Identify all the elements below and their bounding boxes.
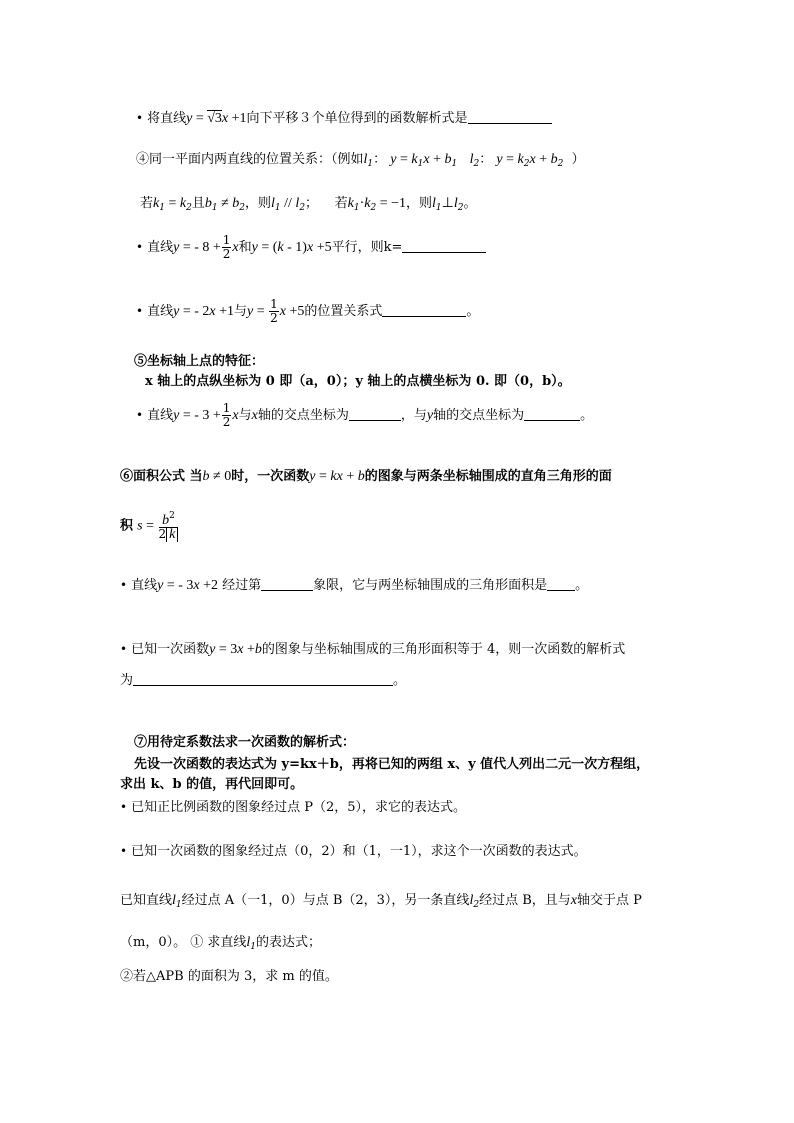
question-proportional: • 已知正比例函数的图象经过点 P（2，5），求它的表达式。	[120, 800, 466, 815]
section-undetermined-coeff-body: 先设一次函数的表达式为 y=kx＋b，再将已知的两组 x、y 值代人列出二元一次方程组，	[134, 757, 650, 772]
area-formula-expr: 积 s = $\frac{b^2}{2 k}$	[120, 510, 179, 542]
question-linear-two-points: • 已知一次函数的图象经过点（0，2）和（1，一1），求这个一次函数的表达式。	[120, 844, 587, 859]
section-axis-points-body: x 轴上的点纵坐标为 0 即（a，0）；y 轴上的点横坐标为 0. 即（0，b）。	[145, 374, 571, 389]
bullet-icon: •	[120, 578, 128, 592]
bullet-icon: •	[120, 844, 128, 858]
bullet-icon: •	[136, 240, 144, 254]
answer-blank[interactable]	[402, 240, 486, 253]
section-undetermined-coeff-body2: 求出 k、b 的值，再代回即可。	[120, 777, 304, 792]
bullet-icon: •	[120, 800, 128, 814]
line-area-question: • 已知一次函数y = 3x +b的图象与坐标轴围成的三角形面积等于 4，则一次函数的解析式	[120, 642, 626, 657]
line-quadrant-question: • 直线y = - 3x +2 经过第 象限，它与两坐标轴围成的三角形面积是 。	[120, 578, 589, 593]
bullet-icon: •	[136, 111, 144, 125]
answer-blank[interactable]	[547, 578, 575, 591]
section-area-formula: ⑥面积公式 当b ≠ 0时，一次函数y = kx + b的图象与两条坐标轴围成的直角三角形的面	[120, 469, 612, 484]
line-parallel-question: • 直线y = - 8 + $\frac{1}{2}$ x和y = (k - 1)x +5平行，则k=	[136, 234, 486, 261]
line-position-title: ④同一平面内两直线的位置关系：（例如$l_1$： $y = k_1x + b_1$ $l_2$： $y = k_2x + b_2$ ）	[136, 152, 585, 169]
section-undetermined-coeff-title: ⑦用待定系数法求一次函数的解析式：	[134, 735, 356, 750]
answer-blank[interactable]	[524, 408, 580, 421]
answer-blank[interactable]	[133, 673, 393, 686]
line-parallel-perp: 若$k_1 = k_2$且$b_1 \ne b_2$，则$l_1 // l_2$； 若$k_1\cdot k_2 = -1$，则$l_1\perp l_2$。	[140, 196, 477, 213]
line-relation-question: • 直线y = - 2x +1与y = $\frac{1}{2}$ x +5的位置关系式 。	[136, 297, 480, 325]
answer-blank[interactable]	[468, 111, 552, 124]
answer-blank[interactable]	[382, 304, 466, 317]
line-area-answer: 为 。	[120, 673, 407, 688]
question-lines-ab-part1: （m，0）。 ① 求直线$l_1$的表达式；	[120, 935, 322, 952]
answer-blank[interactable]	[349, 408, 401, 421]
question-lines-ab-part2: ②若△APB 的面积为 3，求 m 的值。	[120, 969, 338, 984]
question-lines-ab: 已知直线$l_1$经过点 A（一1，0）与点 B（2，3），另一条直线$l_2$经过点 B，且与x轴交于点 P	[120, 893, 642, 910]
answer-blank[interactable]	[261, 578, 313, 591]
bullet-icon: •	[136, 408, 144, 422]
bullet-icon: •	[120, 642, 128, 656]
line-translate: • 将直线y = √3x +1向下平移３个单位得到的函数解析式是	[136, 110, 552, 127]
section-axis-points-title: ⑤坐标轴上点的特征：	[134, 354, 265, 369]
line-intercept-question: • 直线y = - 3 + $\frac{1}{2}$ x与x轴的交点坐标为 ，与y轴的交点坐标为 。	[136, 401, 594, 429]
bullet-icon: •	[136, 304, 144, 318]
